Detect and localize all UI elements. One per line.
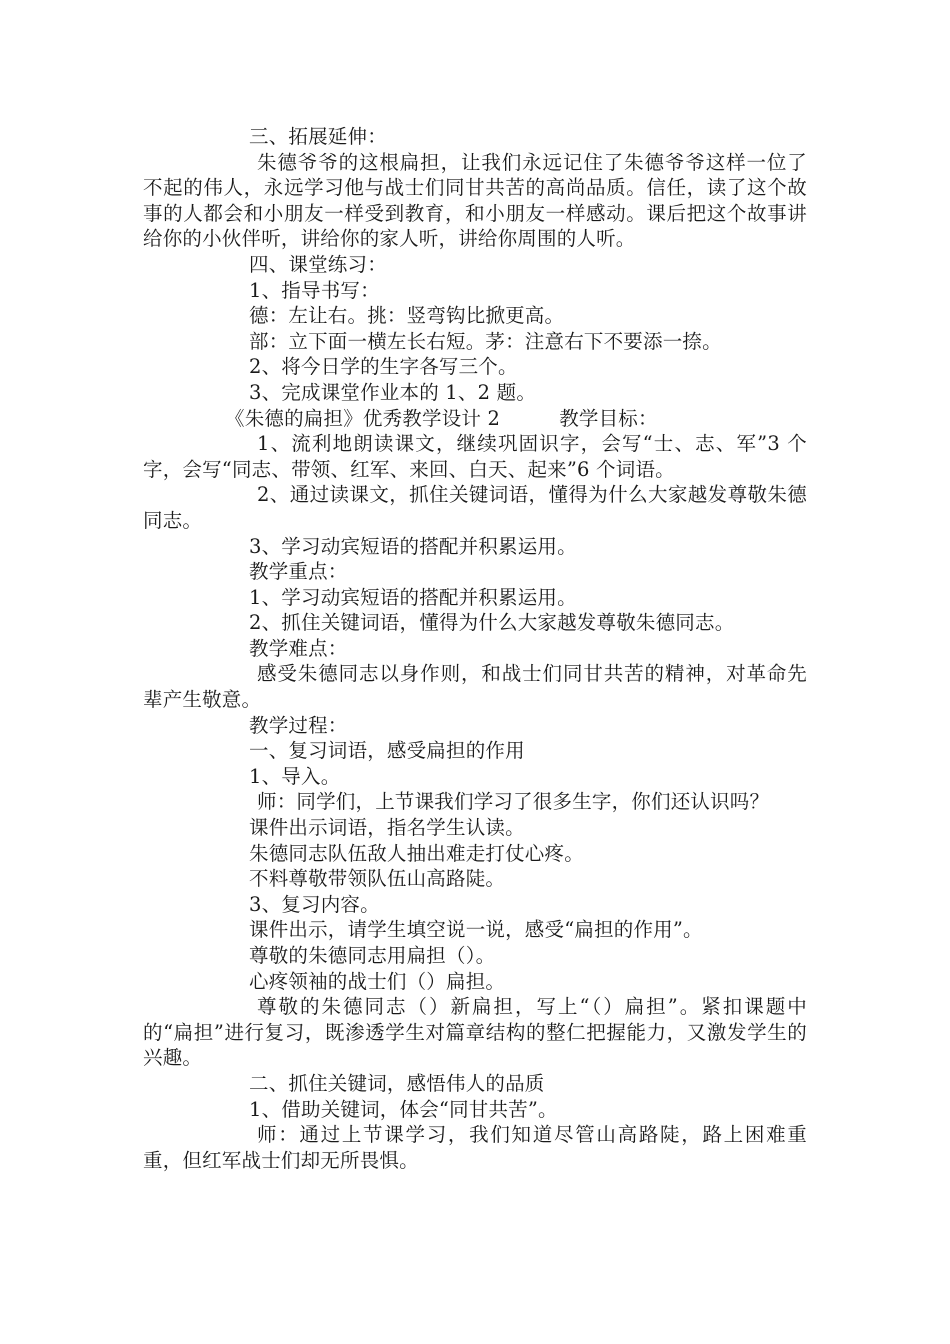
practice-item-1: 1、指导书写： [249,278,380,302]
courseware-words: 课件出示词语，指名学生认读。 [249,816,525,840]
document-body [143,124,807,1173]
courseware-fill: 课件出示，请学生填空说一说，感受“扁担的作用”。 [249,918,703,942]
section-heading-extension: 三、拓展延伸： [249,125,387,148]
practice-item-2: 2、将今日学的生字各写三个。 [249,355,518,379]
fill-sentence-1: 尊敬的朱德同志用扁担（）。 [249,944,496,967]
practice-item-3: 3、完成课堂作业本的 1、2 题。 [249,380,537,404]
teacher-line-2: 师：通过上节课学习，我们知道尽管山高路陡，路上困难重重，但红军战士们却无所畏惧。 [143,1123,807,1172]
heading-process: 教学过程： [249,713,348,737]
key-point-2: 2、抓住关键词语，懂得为什么大家越发尊敬朱德同志。 [249,611,735,635]
writing-tip-1: 德：左让右。挑：竖弯钩比掀更高。 [249,304,565,328]
difficulty-body: 感受朱德同志以身作则，和战士们同甘共苦的精神，对革命先辈产生敬意。 [143,662,807,712]
goal-2: 2、通过读课文，抓住关键词语，懂得为什么大家越发尊敬朱德同志。 [143,483,807,532]
step-2-item-1: 1、借助关键词，体会“同甘共苦”。 [249,1097,558,1121]
step-2-heading: 二、抓住关键词，感悟伟人的品质 [249,1071,545,1095]
heading-key-points: 教学重点： [249,560,348,584]
teacher-line-1: 师：同学们，上节课我们学习了很多生字，你们还认识吗？ [257,790,770,814]
goal-3: 3、学习动宾短语的搭配并积累运用。 [249,534,577,558]
section-heading-practice: 四、课堂练习： [249,252,387,276]
step-1-intro: 1、导入。 [249,764,341,788]
review-content: 3、复习内容。 [249,892,380,916]
paragraph-extension-body: 朱德爷爷的这根扁担，让我们永远记住了朱德爷爷这样一位了不起的伟人，永远学习他与战士们同甘共苦的高尚品质。信任，读了这个故事的人都会和小朋友一样受到教育，和小朋友一样感动。课后把这个故事讲给你的小伙伴听，讲给你的家人听，讲给你周围的人听。 [143,150,807,251]
word-list-2: 不料尊敬带领队伍山高路陡。 [249,867,506,891]
fill-sentence-3: 尊敬的朱德同志（）新扁担，写上“（）扁担”。紧扣课题中的“扁担”进行复习，既渗透学生对篇章结构的整仁把握能力，又激发学生的兴趣。 [143,995,807,1070]
fill-sentence-2: 心疼领袖的战士们（）扁担。 [249,969,506,993]
writing-tip-2: 部：立下面一横左长右短。茅：注意右下不要添一捺。 [249,329,722,353]
step-1-heading: 一、复习词语，感受扁担的作用 [249,739,525,763]
design-2-title: 《朱德的扁担》优秀教学设计 2 教学目标： [225,406,658,430]
word-list-1: 朱德同志队伍敌人抽出难走打仗心疼。 [249,841,584,865]
heading-difficulties: 教学难点： [249,636,348,660]
key-point-1: 1、学习动宾短语的搭配并积累运用。 [249,585,577,609]
goal-1: 1、流利地朗读课文，继续巩固识字，会写“士、志、军”3 个字，会写“同志、带领、红军、来回、白天、起来”6 个词语。 [143,432,807,481]
